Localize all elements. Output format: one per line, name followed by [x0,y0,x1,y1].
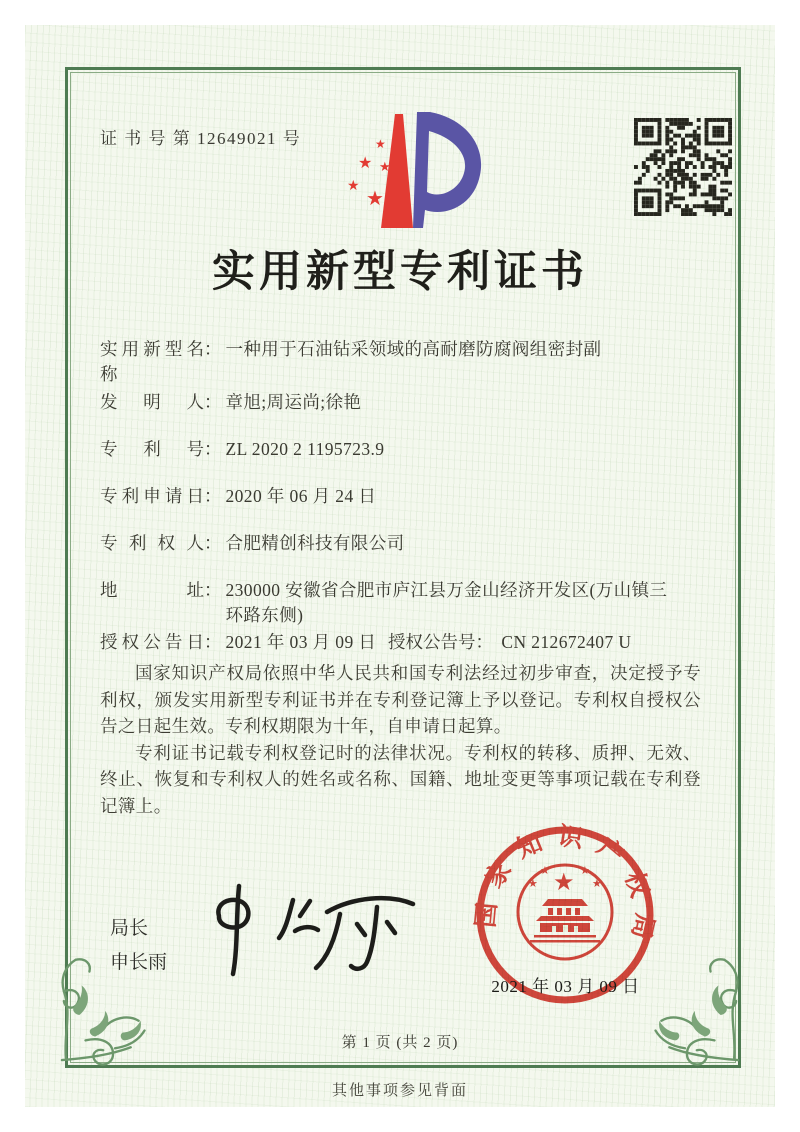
field-colon: ： [204,486,222,506]
svg-text:★: ★ [366,186,384,210]
field-row-filing-date [100,484,672,509]
emblem-big-star-icon: ★ [553,868,575,896]
field-colon: ： [204,580,222,600]
field-value: 合肥精创科技有限公司 [225,533,405,553]
body-paragraph-1: 国家知识产权局依照中华人民共和国专利法经过初步审查，决定授予专利权，颁发实用新型专利证书并在专利登记簿上予以登记。专利权自授权公告之日起生效。专利权期限为十年，自申请日起算。 [100,663,701,736]
field-label: 专利权人 [100,533,204,553]
field-row-address [100,578,672,628]
director-title: 局长 [110,918,149,939]
field-value: 一种用于石油钻采领域的高耐磨防腐阀组密封副 [225,339,602,359]
emblem-small-star-icon: ★ [592,877,602,890]
svg-text:★: ★ [379,160,391,175]
seal-text: 国家知识产权局 [472,822,658,955]
emblem-gate-icon [530,899,600,943]
field-value: 2020 年 06 月 24 日 [225,486,377,506]
field-row-patentee [100,531,672,556]
emblem-small-star-icon: ★ [580,864,590,877]
page-indicator: 第 1 页 (共 2 页) [341,1035,459,1051]
field-value: ZL 2020 2 1195723.9 [225,439,385,459]
director-name: 申长雨 [110,952,168,973]
field-row-name [100,337,672,387]
emblem-small-star-icon: ★ [540,864,550,877]
field-label: 授权公告日 [100,632,204,652]
logo-stars [347,137,391,210]
field-label: 发明人 [100,392,204,412]
field-value: 230000 安徽省合肥市庐江县万金山经济开发区(万山镇三环路东侧) [225,580,668,625]
field-colon: ： [204,392,222,412]
back-note: 其他事项参见背面 [331,1083,468,1099]
signer-block [110,912,167,980]
cnipa-logo-icon [333,110,485,234]
legal-text-block [100,660,701,819]
svg-text:★: ★ [347,178,360,194]
qr-code [634,118,732,216]
field-label: 实用新型名称 [100,339,204,384]
field-colon: ： [204,339,222,359]
field-colon: ： [204,439,222,459]
field-colon: ： [204,533,222,553]
certificate-number: 证 书 号 第 12649021 号 [100,129,302,148]
logo-p-shape [413,112,481,228]
field-label: 地址 [100,580,204,600]
field-row-grant [100,630,672,655]
grant-number-group [388,630,631,655]
field-value: 2021 年 03 月 09 日 [225,632,377,652]
field-label: 专利申请日 [100,486,204,506]
seal-date: 2021 年 03 月 09 日 [491,977,640,996]
grant-date-group [100,630,376,655]
national-emblem-icon [518,864,612,959]
field-colon: ： [475,632,493,652]
svg-text:★: ★ [375,137,386,151]
body-paragraph-2: 专利证书记载专利权登记时的法律状况。专利权的转移、质押、无效、终止、恢复和专利权人的姓名或名称、国籍、地址变更等事项记载在专利登记簿上。 [100,742,701,816]
field-label: 授权公告号 [388,632,476,652]
director-signature [205,872,440,982]
field-colon: ： [204,632,222,652]
certificate-title: 实用新型专利证书 [212,249,588,296]
field-value: 章旭;周运尚;徐艳 [225,392,362,412]
field-row-inventors [100,390,672,415]
field-row-patent-number [100,437,672,462]
emblem-small-star-icon: ★ [528,877,538,890]
svg-text:★: ★ [358,153,373,172]
field-value: CN 212672407 U [501,632,632,652]
field-label: 专利号 [100,439,204,459]
